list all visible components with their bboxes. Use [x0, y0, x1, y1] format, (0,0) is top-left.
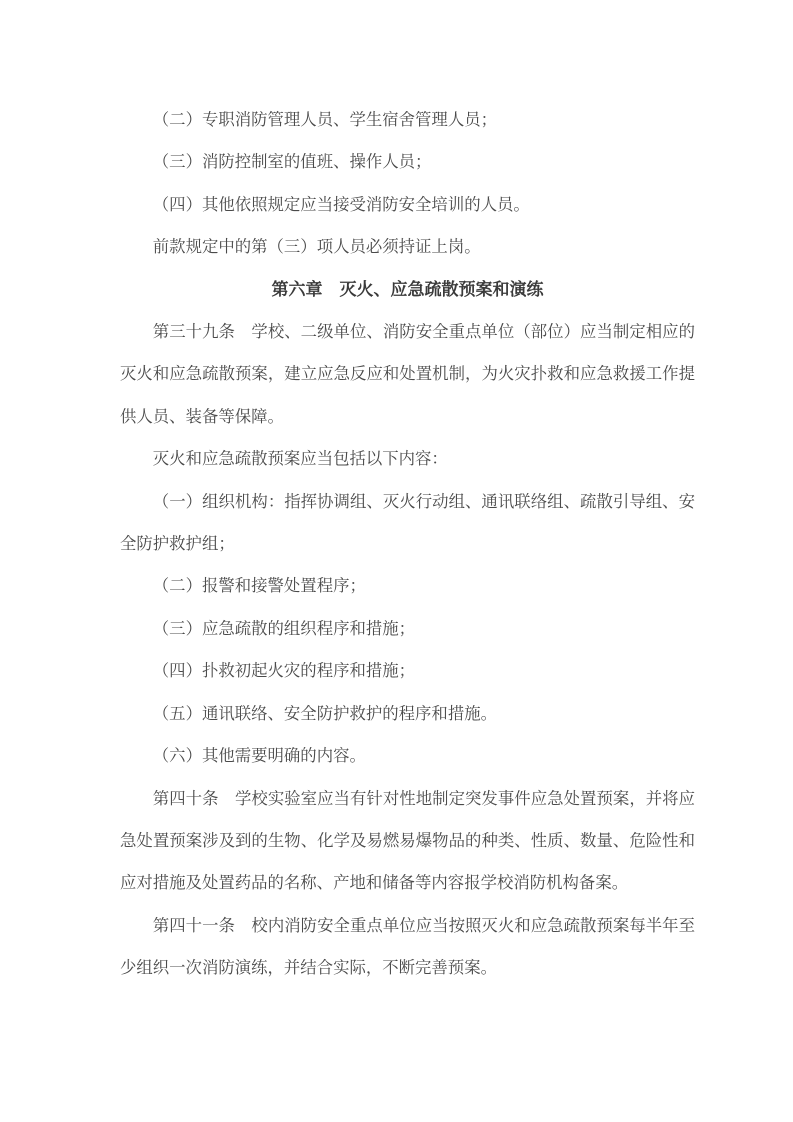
- document-paragraph: （二）报警和接警处置程序；: [152, 577, 366, 596]
- document-paragraph: 第四十一条 校内消防安全重点单位应当按照灭火和应急疏散预案每半年至少组织一次消防演练，并结合实际，不断完善预案。: [120, 916, 695, 978]
- document-paragraph: （五）通讯联络、安全防护救护的程序和措施。: [152, 704, 497, 723]
- document-paragraph: （四）其他依照规定应当接受消防安全培训的人员。: [152, 195, 530, 214]
- chapter-heading: 第六章 灭火、应急疏散预案和演练: [271, 279, 544, 299]
- document-body: [120, 99, 695, 990]
- document-paragraph: （四）扑救初起火灾的程序和措施；: [152, 662, 416, 681]
- document-paragraph: （二）专职消防管理人员、学生宿舍管理人员；: [152, 111, 497, 129]
- document-paragraph: 灭火和应急疏散预案应当包括以下内容：: [152, 450, 448, 469]
- document-paragraph: （六）其他需要明确的内容。: [152, 747, 366, 766]
- document-paragraph: （三）消防控制室的值班、操作人员；: [152, 153, 432, 172]
- document-paragraph: 第四十条 学校实验室应当有针对性地制定突发事件应急处置预案，并将应急处置预案涉及到的生物、化学及易燃易爆物品的种类、性质、数量、危险性和应对措施及处置药品的名称、产地和储备等内容报学校消防机构备案。: [120, 789, 695, 893]
- document-paragraph: 前款规定中的第（三）项人员必须持证上岗。: [152, 238, 481, 257]
- document-paragraph: 第三十九条 学校、二级单位、消防安全重点单位（部位）应当制定相应的灭火和应急疏散预案，建立应急反应和处置机制，为火灾扑救和应急救援工作提供人员、装备等保障。: [120, 323, 695, 426]
- document-paragraph: （一）组织机构：指挥协调组、灭火行动组、通讯联络组、疏散引导组、安全防护救护组；: [120, 492, 695, 554]
- document-paragraph: （三）应急疏散的组织程序和措施；: [152, 619, 416, 638]
